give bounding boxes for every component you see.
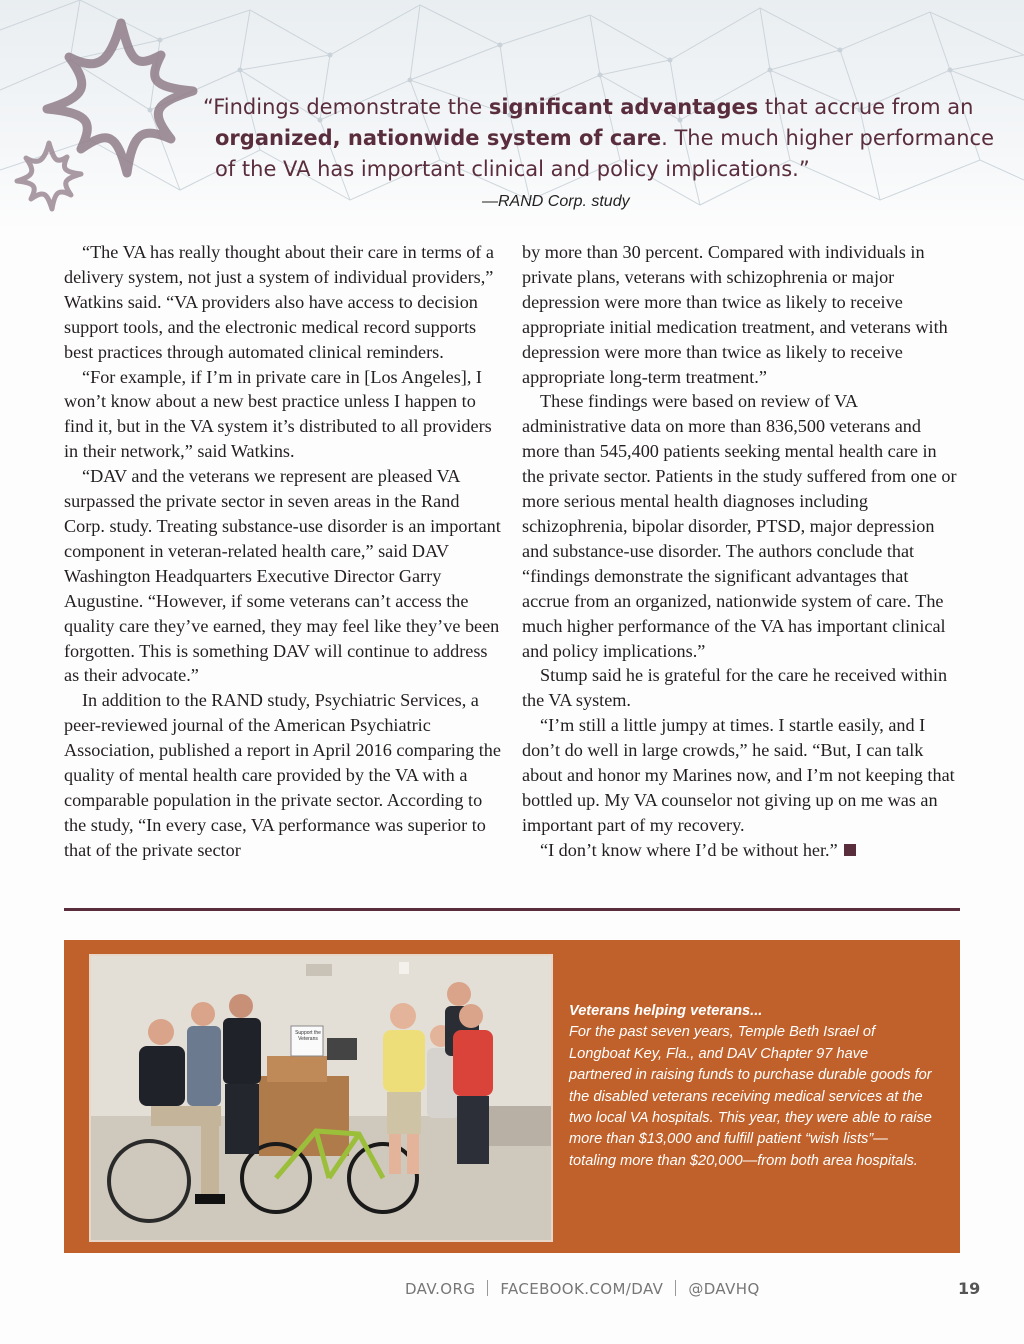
page-number: 19 bbox=[958, 1279, 981, 1298]
paragraph: “The VA has really thought about their care in terms of a delivery system, not just a system of individual providers,” Watkins said. “VA providers also have access to decision support tools, and the electronic medical record supports best practices through automated clinical reminders. bbox=[64, 242, 494, 362]
page-footer bbox=[0, 1278, 1024, 1304]
paragraph: “I’m still a little jumpy at times. I startle easily, and I don’t do well in large crowds,” he said. “But, I can talk about and honor my Marines now, and I’m not keeping that bottled up. My VA counselor not giving up on me was an important part of my recovery. bbox=[522, 715, 955, 835]
pull-quote-line-1 bbox=[203, 92, 974, 123]
footer-link-website[interactable]: DAV.ORG bbox=[405, 1280, 476, 1298]
starburst-small-icon bbox=[12, 140, 86, 214]
paragraph: These findings were based on review of VA administrative data on more than 836,500 veterans and more than 545,400 patients seeking mental health care in the private sector. Patients in the study suffered from one or more serious mental health diagnoses including schizophrenia, bipolar disorder, PTSD, major depression and substance-use disorder. The authors conclude that “findings demonstrate the significant advantages that accrue from an organized, nationwide system of care. The much higher performance of the VA has important clinical and policy implications.” bbox=[522, 391, 957, 661]
photo-caption-title: Veterans helping veterans... bbox=[569, 1003, 763, 1019]
pull-quote-text: that accrue from an bbox=[758, 95, 974, 119]
footer-links bbox=[405, 1280, 760, 1298]
footer-separator bbox=[675, 1280, 676, 1296]
photo-sign: Support the Veterans bbox=[295, 1030, 321, 1042]
paragraph: by more than 30 percent. Compared with individuals in private plans, veterans with schizophrenia or major depression were more than twice as likely to receive appropriate initial medication treatment, and veterans with depression were more than twice as likely to receive appropriate long-term treatment.” bbox=[522, 242, 948, 387]
pull-quote-line-3: of the VA has important clinical and policy implications.” bbox=[215, 157, 810, 181]
footer-separator bbox=[487, 1280, 488, 1296]
group-photo-illustration bbox=[91, 956, 551, 1240]
pull-quote bbox=[203, 92, 994, 185]
quote-banner bbox=[0, 0, 1024, 232]
pull-quote-text: . The much higher performance bbox=[661, 126, 994, 150]
group-photo bbox=[89, 954, 553, 1242]
pull-quote-attribution: —RAND Corp. study bbox=[482, 193, 630, 210]
photo-feature-box bbox=[64, 940, 960, 1253]
end-mark-icon bbox=[844, 844, 856, 856]
photo-caption-body: For the past seven years, Temple Beth Israel of Longboat Key, Fla., and DAV Chapter 97 have partnered in raising funds to purchase durable goods for the disabled veterans receiving medical services at the two local VA hospitals. This year, they were able to raise more than $13,000 and fulfill patient “wish lists”—totaling more than $20,000—from both area hospitals. bbox=[569, 1024, 932, 1169]
paragraph: In addition to the RAND study, Psychiatric Services, a peer-reviewed journal of the American Psychiatric Association, published a report in April 2016 comparing the quality of mental health care provided by the VA with a comparable population in the private sector. According to the study, “In every case, VA performance was superior to that of the private sector bbox=[64, 690, 501, 860]
article-column-right bbox=[522, 240, 958, 863]
paragraph: “DAV and the veterans we represent are pleased VA surpassed the private sector in seven areas in the Rand Corp. study. Treating substance-use disorder is an important component in veteran-related health care,” said DAV Washington Headquarters Executive Director Garry Augustine. “However, if some veterans can’t access the quality care they’ve earned, they may feel like they’ve been forgotten. This is something DAV will continue to address as their advocate.” bbox=[64, 466, 501, 686]
paragraph-final bbox=[522, 838, 958, 863]
footer-link-facebook[interactable]: FACEBOOK.COM/DAV bbox=[500, 1280, 664, 1298]
paragraph: “For example, if I’m in private care in [Los Angeles], I won’t know about a new best practice unless I happen to find it, but in the VA system it’s distributed to all providers in their network,” said Watkins. bbox=[64, 366, 492, 462]
pull-quote-emphasis: organized, nationwide system of care bbox=[215, 126, 662, 150]
pull-quote-emphasis: significant advantages bbox=[488, 95, 759, 119]
paragraph-text: “I don’t know where I’d be without her.” bbox=[540, 839, 838, 860]
pull-quote-text: “Findings demonstrate the bbox=[203, 95, 489, 119]
section-divider bbox=[64, 908, 960, 911]
paragraph: Stump said he is grateful for the care he received within the VA system. bbox=[522, 665, 948, 711]
article-column-left bbox=[64, 240, 504, 863]
footer-link-twitter[interactable]: @DAVHQ bbox=[688, 1280, 760, 1298]
photo-caption bbox=[569, 1001, 934, 1172]
pull-quote-line-2 bbox=[203, 123, 994, 154]
